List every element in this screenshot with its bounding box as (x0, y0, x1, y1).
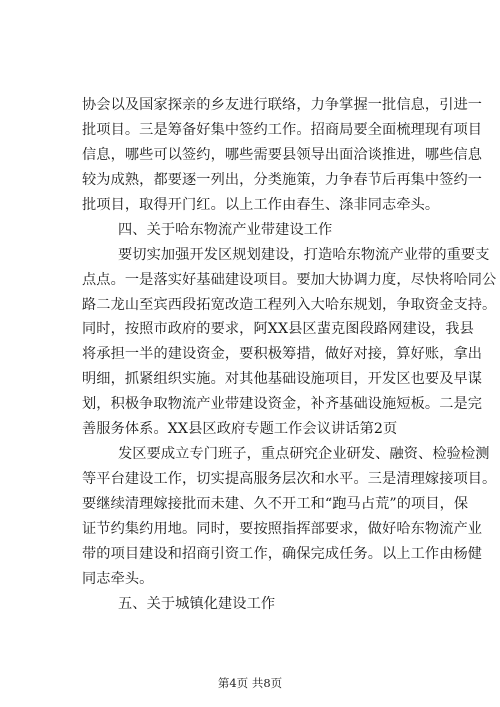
body-line-4: 较为成熟，都要逐一列出，分类施策，力争春节后再集中签约一 (82, 171, 483, 188)
body-line-2: 批项目。三是筹备好集中签约工作。招商局要全面梳理现有项目 (82, 121, 483, 138)
section-heading-5: 五、关于城镇化建设工作 (118, 595, 276, 612)
body-line-17: 要继续清理嫁接批而未建、久不开工和“跑马占荒”的项目，保 (82, 496, 469, 513)
body-line-20: 同志牵头。 (82, 570, 154, 587)
body-line-19: 带的项目建设和招商引资工作，确保完成任务。以上工作由杨健 (82, 545, 483, 562)
body-line-15: 发区要成立专门班子，重点研究企业研发、融资、检验检测 (118, 446, 490, 463)
body-line-7: 要切实加强开发区规划建设，打造哈东物流产业带的重要支 (118, 246, 490, 263)
body-line-1: 协会以及国家探亲的乡友进行联络，力争掌握一批信息，引进一 (82, 97, 483, 113)
body-line-11: 将承担一半的建设资金，要积极筹措，做好对接，算好账，拿出 (82, 346, 483, 363)
body-line-5: 批项目，取得开门红。以上工作由春生、涤非同志牵头。 (82, 196, 440, 213)
body-line-10: 同时，按照市政府的要求，阿XX县区蜚克图段路网建设，我县 (82, 321, 474, 338)
section-heading-4: 四、关于哈东物流产业带建设工作 (118, 221, 333, 238)
body-line-8: 点点。一是落实好基础建设项目。要加大协调力度，尽快将哈同公 (82, 271, 497, 288)
body-line-3: 信息，哪些可以签约，哪些需要县领导出面洽谈推进，哪些信息 (82, 146, 483, 163)
body-line-14: 善服务体系。XX县区政府专题工作会议讲话第2页 (82, 421, 398, 438)
page-footer: 第4页 共8页 (217, 676, 283, 690)
body-line-18: 证节约集约用地。同时，要按照指挥部要求，做好哈东物流产业 (82, 520, 483, 537)
body-line-12: 明细，抓紧组织实施。对其他基础设施项目，开发区也要及早谋 (82, 371, 483, 388)
body-line-9: 路二龙山至宾西段拓宽改造工程列入大哈东规划，争取资金支持。 (82, 296, 497, 313)
body-line-13: 划，积极争取物流产业带建设资金，补齐基础设施短板。二是完 (82, 396, 483, 413)
body-line-16: 等平台建设工作，切实提高服务层次和水平。三是清理嫁接项目。 (82, 471, 497, 488)
